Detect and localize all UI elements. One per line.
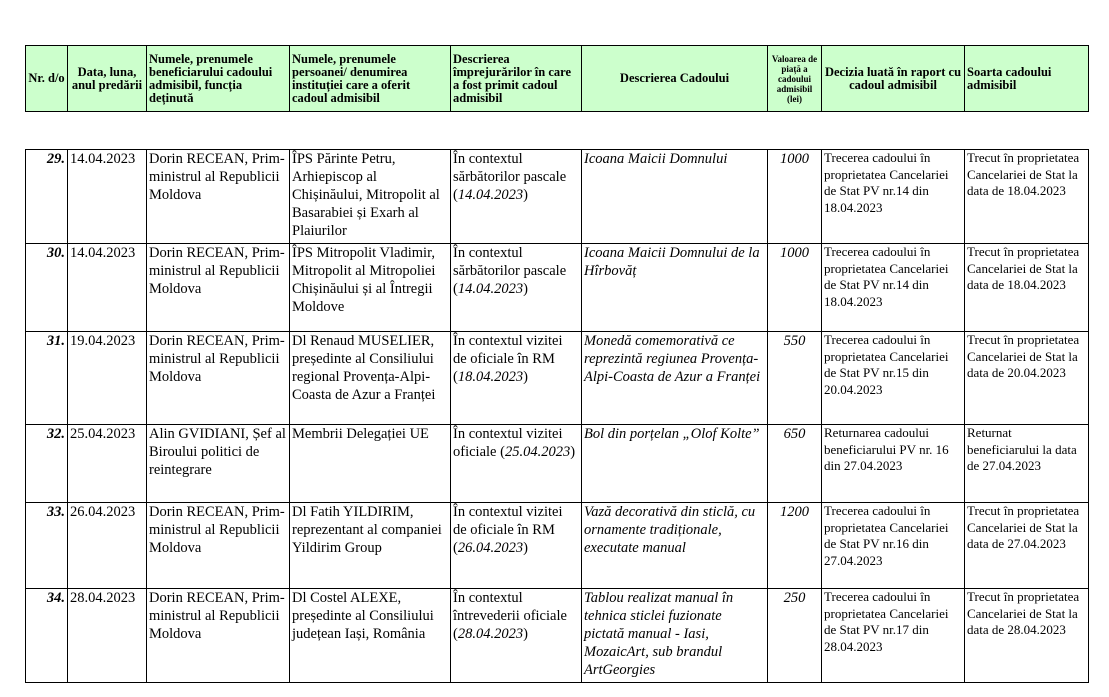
row-decision: Trecerea cadoului în proprietatea Cancelariei de Stat PV nr.14 din 18.04.2023 xyxy=(822,150,965,244)
row-number: 30. xyxy=(26,244,68,332)
row-context: În contextul sărbătorilor pascale (14.04.2023) xyxy=(451,244,582,332)
row-date: 26.04.2023 xyxy=(68,503,147,589)
row-context: În contextul vizitei oficiale (25.04.2023) xyxy=(451,425,582,503)
row-giver: Dl Fatih YILDIRIM, reprezentant al companiei Yildirim Group xyxy=(290,503,451,589)
row-beneficiary: Dorin RECEAN, Prim-ministrul al Republicii Moldova xyxy=(147,332,290,425)
row-date: 28.04.2023 xyxy=(68,589,147,683)
table-row xyxy=(26,425,1089,503)
row-date: 25.04.2023 xyxy=(68,425,147,503)
row-fate: Trecut în proprietatea Cancelariei de Stat la data de 27.04.2023 xyxy=(965,503,1089,589)
table-row xyxy=(26,150,1089,244)
context-date: 14.04.2023 xyxy=(457,187,524,203)
row-value: 1000 xyxy=(768,244,822,332)
row-fate: Returnat beneficiarului la data de 27.04.2023 xyxy=(965,425,1089,503)
row-beneficiary: Dorin RECEAN, Prim-ministrul al Republicii Moldova xyxy=(147,503,290,589)
row-value: 650 xyxy=(768,425,822,503)
row-decision: Returnarea cadoului beneficiarului PV nr. 16 din 27.04.2023 xyxy=(822,425,965,503)
row-number: 32. xyxy=(26,425,68,503)
header-date: Data, luna, anul predării xyxy=(68,46,147,112)
row-value: 1200 xyxy=(768,503,822,589)
row-context: În contextul vizitei de oficiale în RM (18.04.2023) xyxy=(451,332,582,425)
table-row xyxy=(26,332,1089,425)
context-date: 28.04.2023 xyxy=(457,626,524,642)
header-giver: Numele, prenumele persoanei/ denumirea instituției care a oferit cadoul admisibil xyxy=(290,46,451,112)
row-beneficiary: Dorin RECEAN, Prim-ministrul al Republicii Moldova xyxy=(147,150,290,244)
row-beneficiary: Dorin RECEAN, Prim-ministrul al Republicii Moldova xyxy=(147,589,290,683)
row-gift: Icoana Maicii Domnului xyxy=(582,150,768,244)
table-row xyxy=(26,503,1089,589)
context-text: În contextul sărbătorilor pascale ( xyxy=(453,151,567,203)
header-table xyxy=(25,45,1089,112)
context-date: 25.04.2023 xyxy=(504,444,571,460)
context-text: În contextul sărbătorilor pascale ( xyxy=(453,245,567,297)
row-number: 34. xyxy=(26,589,68,683)
context-date: 18.04.2023 xyxy=(457,369,524,385)
header-nr: Nr. d/o xyxy=(26,46,68,112)
header-row xyxy=(26,46,1089,112)
row-decision: Trecerea cadoului în proprietatea Cancelariei de Stat PV nr.17 din 28.04.2023 xyxy=(822,589,965,683)
row-context: În contextul sărbătorilor pascale (14.04.2023) xyxy=(451,150,582,244)
row-gift: Icoana Maicii Domnului de la Hîrbovăț xyxy=(582,244,768,332)
row-gift: Monedă comemorativă ce reprezintă regiunea Provența-Alpi-Coasta de Azur a Franței xyxy=(582,332,768,425)
row-fate: Trecut în proprietatea Cancelariei de Stat la data de 18.04.2023 xyxy=(965,150,1089,244)
row-number: 29. xyxy=(26,150,68,244)
row-gift: Vază decorativă din sticlă, cu ornamente tradiționale, executate manual xyxy=(582,503,768,589)
header-gift: Descrierea Cadoului xyxy=(582,46,768,112)
context-text: În contextul vizitei oficiale ( xyxy=(453,426,563,460)
table-row xyxy=(26,589,1089,683)
row-value: 550 xyxy=(768,332,822,425)
row-beneficiary: Dorin RECEAN, Prim-ministrul al Republicii Moldova xyxy=(147,244,290,332)
row-beneficiary: Alin GVIDIANI, Șef al Biroului politici de reintegrare xyxy=(147,425,290,503)
row-context: În contextul vizitei de oficiale în RM (26.04.2023) xyxy=(451,503,582,589)
gifts-table xyxy=(25,149,1089,683)
row-giver: Dl Renaud MUSELIER, președinte al Consiliului regional Provența-Alpi-Coasta de Azur a Franței xyxy=(290,332,451,425)
context-text: În contextul vizitei de oficiale în RM ( xyxy=(453,333,563,385)
row-date: 14.04.2023 xyxy=(68,150,147,244)
row-number: 31. xyxy=(26,332,68,425)
header-context: Descrierea împrejurărilor în care a fost primit cadoul admisibil xyxy=(451,46,582,112)
context-text: În contextul întrevederii oficiale ( xyxy=(453,590,567,642)
row-gift: Tablou realizat manual în tehnica sticlei fuzionate pictată manual - Iasi, MozaicArt, sub brandul ArtGeorgies xyxy=(582,589,768,683)
row-value: 250 xyxy=(768,589,822,683)
row-fate: Trecut în proprietatea Cancelariei de Stat la data de 18.04.2023 xyxy=(965,244,1089,332)
row-date: 14.04.2023 xyxy=(68,244,147,332)
row-decision: Trecerea cadoului în proprietatea Cancelariei de Stat PV nr.15 din 20.04.2023 xyxy=(822,332,965,425)
context-date: 14.04.2023 xyxy=(457,281,524,297)
row-gift: Bol din porțelan „Olof Kolte” xyxy=(582,425,768,503)
table-row xyxy=(26,244,1089,332)
context-text: În contextul vizitei de oficiale în RM ( xyxy=(453,504,563,556)
context-date: 26.04.2023 xyxy=(457,540,524,556)
row-giver: Dl Costel ALEXE, președinte al Consiliului județean Iași, România xyxy=(290,589,451,683)
header-decision: Decizia luată în raport cu cadoul admisibil xyxy=(822,46,965,112)
row-giver: ÎPS Mitropolit Vladimir, Mitropolit al Mitropoliei Chișinăului și al Întregii Moldove xyxy=(290,244,451,332)
row-number: 33. xyxy=(26,503,68,589)
row-giver: ÎPS Părinte Petru, Arhiepiscop al Chișinăului, Mitropolit al Basarabiei și Exarh al Plaiurilor xyxy=(290,150,451,244)
row-giver: Membrii Delegației UE xyxy=(290,425,451,503)
row-context: În contextul întrevederii oficiale (28.04.2023) xyxy=(451,589,582,683)
row-fate: Trecut în proprietatea Cancelariei de Stat la data de 28.04.2023 xyxy=(965,589,1089,683)
header-beneficiary: Numele, prenumele beneficiarului cadoului admisibil, funcția deținută xyxy=(147,46,290,112)
row-decision: Trecerea cadoului în proprietatea Cancelariei de Stat PV nr.16 din 27.04.2023 xyxy=(822,503,965,589)
row-date: 19.04.2023 xyxy=(68,332,147,425)
row-value: 1000 xyxy=(768,150,822,244)
header-value: Valoarea de piață a cadoului admisibil (lei) xyxy=(768,46,822,112)
header-fate: Soarta cadoului admisibil xyxy=(965,46,1089,112)
row-fate: Trecut în proprietatea Cancelariei de Stat la data de 20.04.2023 xyxy=(965,332,1089,425)
row-decision: Trecerea cadoului în proprietatea Cancelariei de Stat PV nr.14 din 18.04.2023 xyxy=(822,244,965,332)
